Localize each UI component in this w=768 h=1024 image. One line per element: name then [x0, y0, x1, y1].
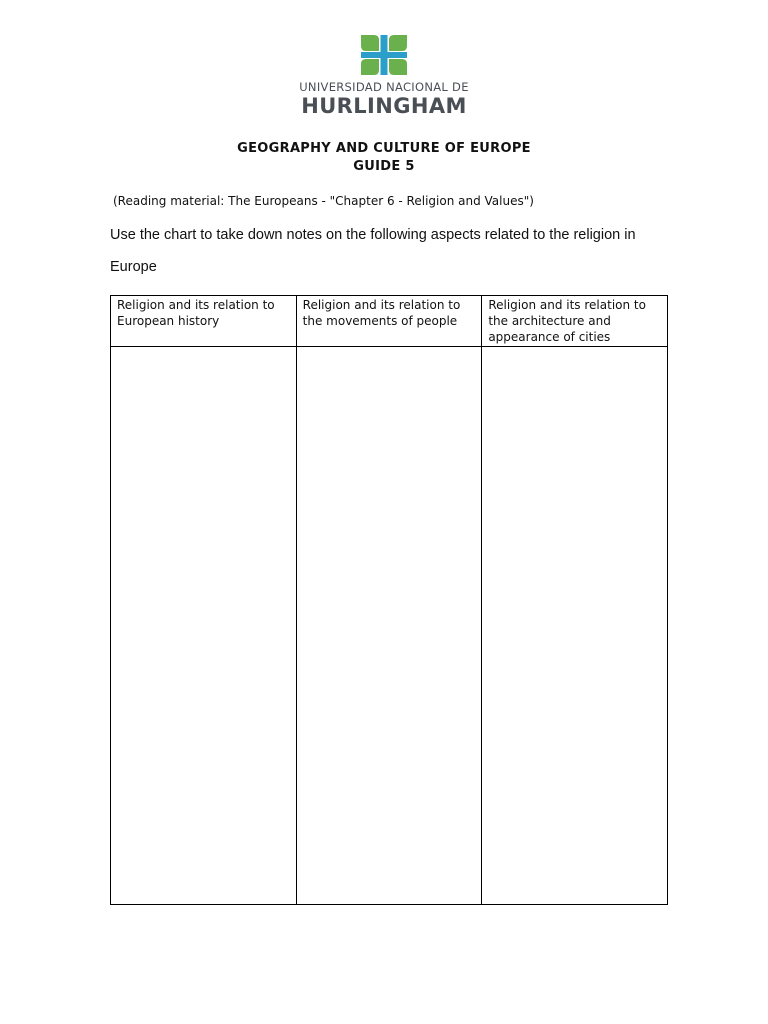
notes-cell-history[interactable]	[111, 347, 297, 905]
cross-leaves-icon	[359, 34, 409, 76]
notes-table	[110, 295, 668, 905]
logo-text-hurlingham: HURLINGHAM	[301, 94, 467, 118]
reading-material-note: (Reading material: The Europeans - "Chapter 6 - Religion and Values")	[113, 194, 534, 208]
table-header-history: Religion and its relation to European history	[111, 296, 297, 347]
document-heading	[0, 140, 768, 176]
table-header-architecture: Religion and its relation to the architecture and appearance of cities	[482, 296, 668, 347]
instruction-text: Use the chart to take down notes on the following aspects related to the religion in Europe	[110, 227, 636, 275]
document-title: GEOGRAPHY AND CULTURE OF EUROPE	[237, 141, 531, 156]
table-header-movements: Religion and its relation to the movements of people	[296, 296, 482, 347]
university-logo	[0, 34, 768, 118]
notes-cell-movements[interactable]	[296, 347, 482, 905]
notes-cell-architecture[interactable]	[482, 347, 668, 905]
table-row	[111, 347, 668, 905]
table-header-row	[111, 296, 668, 347]
document-subtitle: GUIDE 5	[353, 159, 415, 174]
logo-text-university: UNIVERSIDAD NACIONAL DE	[299, 80, 469, 94]
